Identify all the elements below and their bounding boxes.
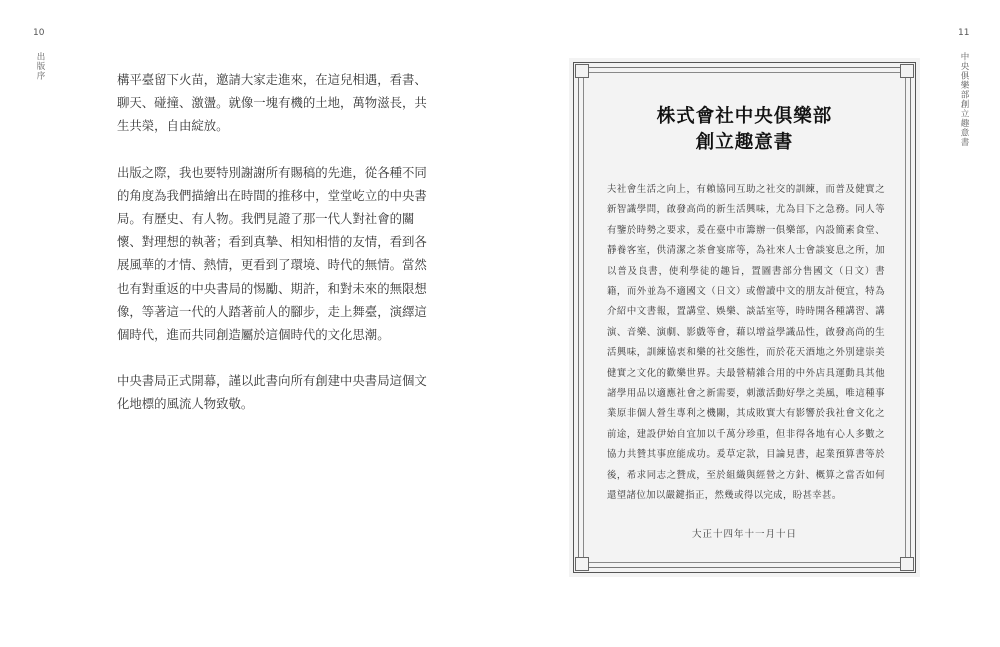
document-body: 夫社會生活之向上，有賴協同互助之社交的訓練，而普及健實之新智識學問，啟發高尚的新生活興味，尤為目下之急務。同人等有鑒於時勢之要求，爰在臺中市籌辦一俱樂部，內設簡素食堂、靜養客室，供清潔之茶會宴席等，為社來人士會談宴息之所，加以普及良書，使利學徒的趣旨，置圖書部分售國文（日文）書籍，而外並為不適國文（日文）或僧讀中文的朋友計便宜，特為介紹中文書報，置講堂、娛樂、談話室等，時時開各種講習、講演、音樂、演劇、影戲等會，藉以增益學識品性，啟發高尚的生活興味，訓練協衷和樂的社交態性，而於花天酒地之外別建崇美健實之文化的歡樂世界。夫最營精雜合用的中外店具運動具其他諸學用品以適應社會之新需要，刺激活動好學之美風，唯這種事業原非個人營生專利之機關，其成敗實大有影響於我社會文化之前途，建設伊始自宜加以千萬分珍重，但非得各地有心人多數之協力共贊其事庶能成功。爰草定款，目論見書，起業預算書等於後，希求同志之贊成，至於組織與經營之方針、概算之當否如何還望諸位加以嚴鍵指正，然幾或得以完成，盼甚幸甚。 <box>607 184 885 502</box>
paragraph: 中央書局正式開幕，謹以此書向所有創建中央書局這個文化地標的風流人物致敬。 <box>117 373 427 412</box>
running-head-right: 中央俱樂部創立趣意書 <box>959 52 969 147</box>
corner-ornament <box>900 557 914 571</box>
document-frame <box>569 58 920 577</box>
document-subtitle: 創立趣意書 <box>695 132 794 153</box>
corner-ornament <box>900 64 914 78</box>
paragraph: 出版之際，我也要特別謝謝所有賜稿的先進，從各種不同的角度為我們描繪出在時間的推移中，堂堂屹立的中央書局。有歷史、有人物。我們見證了那一代人對社會的關懷、對理想的執著；看到真摯、相知相惜的友情，看到各展風華的才情、熱情，更看到了環境、時代的無情。當然也有對重返的中央書局的惕勵、期許，和對未來的無限想像，等著這一代的人踏著前人的腳步，走上舞臺，演繹這個時代，進而共同創造屬於這個時代的文化思潮。 <box>117 164 427 343</box>
corner-ornament <box>575 557 589 571</box>
running-head-left: 出版序 <box>35 52 45 81</box>
document-title: 株式會社中央俱樂部 <box>656 106 833 127</box>
document-date: 大正十四年十一月十日 <box>691 529 797 540</box>
page-number-left: 10 <box>33 28 45 38</box>
paragraph: 構平臺留下火苗，邀請大家走進來，在這兒相遇，看書、聊天、碰撞、激盪。就像一塊有機的土地，萬物滋長，共生共榮，自由綻放。 <box>117 72 427 134</box>
page-number-right: 11 <box>958 28 970 38</box>
corner-ornament <box>575 64 589 78</box>
preface-text <box>117 68 435 416</box>
